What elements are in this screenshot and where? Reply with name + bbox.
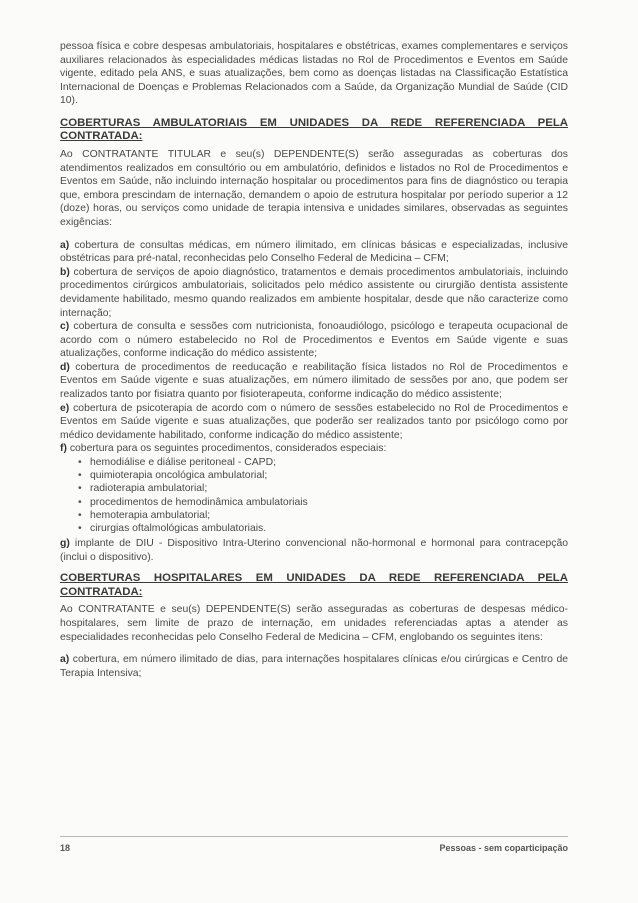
- list-item-hospital-a: [60, 653, 568, 680]
- special-procedures-list: [60, 456, 568, 535]
- list-item-e: [60, 402, 568, 443]
- item-label: b): [60, 266, 70, 278]
- bullet-item: • radioterapia ambulatorial;: [78, 482, 568, 495]
- item-label: e): [60, 402, 70, 414]
- list-item-d: [60, 361, 568, 402]
- item-text: cobertura de serviços de apoio diagnóstico, tratamentos e demais procedimentos ambulatoriais, incluindo procedimentos cirúrgicos ambulatoriais, solicitados pelo médico assistente ou cirurgião dentista assistente devidamente habilitado, mesmo quando realizados em ambiente hospitalar, desde que não caracterize como internação;: [60, 266, 568, 319]
- section-heading-hospitalar: COBERTURAS HOSPITALARES EM UNIDADES DA REDE REFERENCIADA PELA CONTRATADA:: [60, 572, 568, 598]
- item-text: cobertura para os seguintes procedimentos, considerados especiais:: [69, 443, 387, 455]
- item-text: cobertura de procedimentos de reeducação e reabilitação física listados no Rol de Procedimentos e Eventos em Saúde vigente e suas atualizações, em número ilimitado de sessões por ano, que podem ser realizados tanto por fisiatra quanto por fisioterapeuta, conforme indicação do médico assistente;: [60, 361, 568, 401]
- list-item-a: [60, 239, 568, 266]
- list-item-g: [60, 537, 568, 564]
- bullet-item: • quimioterapia oncológica ambulatorial;: [78, 469, 568, 482]
- item-text: cobertura de consultas médicas, em número ilimitado, em clínicas básicas e especializadas, inclusive obstétricas para pré-natal, reconhecidas pelo Conselho Federal de Medicina – CFM;: [60, 239, 568, 265]
- footer-label: Pessoas - sem coparticipação: [439, 843, 568, 853]
- item-text: cobertura de consulta e sessões com nutricionista, fonoaudiólogo, psicólogo e terapeuta ocupacional de acordo com o número estabelecido no Rol de Procedimentos e Eventos em Saúde vigente e suas atualizações, conforme indicação do médico assistente;: [60, 321, 569, 360]
- item-text: cobertura de psicoterapia de acordo com o número de sessões estabelecido no Rol de Procedimentos e Eventos em Saúde vigente e suas atualizações, que poderão ser realizados tanto por psicólogo como por médico devidamente habilitado, conforme indicação do médico assistente;: [60, 402, 568, 441]
- page-content: [60, 40, 568, 680]
- section-paragraph-ambulatorial: Ao CONTRATANTE TITULAR e seu(s) DEPENDENTE(S) serão asseguradas as coberturas dos atendimentos realizados em consultório ou em ambulatório, definidos e listados no Rol de Procedimentos e Eventos em Saúde, não incluindo internação hospitalar ou procedimentos para fins de diagnóstico ou terapia que, embora prescindam de internação, demandem o apoio de estrutura hospitalar por período superior a 12 (doze) horas, ou serviços como unidade de terapia intensiva e unidades similares, observadas as seguintes exigências:: [60, 148, 568, 228]
- list-item-b: [60, 266, 568, 320]
- item-text: cobertura, em número ilimitado de dias, para internações hospitalares clínicas e/ou cirúrgicas e Centro de Terapia Intensiva;: [60, 654, 568, 679]
- page-number: 18: [60, 843, 71, 853]
- item-label: a): [60, 654, 70, 666]
- item-label: g): [60, 538, 70, 550]
- bullet-item: • hemodiálise e diálise peritoneal - CAPD;: [78, 456, 568, 469]
- item-text: implante de DIU - Dispositivo Intra-Uterino convencional não-hormonal e hormonal para contracepção (inclui o dispositivo).: [60, 538, 568, 563]
- page-footer: [60, 836, 568, 853]
- item-label: d): [60, 361, 70, 373]
- item-label: f): [60, 443, 67, 455]
- list-item-f: [60, 442, 568, 456]
- item-label: a): [60, 239, 70, 251]
- bullet-item: • cirurgias oftalmológicas ambulatoriais.: [78, 522, 568, 535]
- list-item-c: [60, 320, 568, 361]
- section-heading-ambulatorial: COBERTURAS AMBULATORIAIS EM UNIDADES DA REDE REFERENCIADA PELA CONTRATADA:: [60, 116, 568, 143]
- item-label: c): [60, 321, 70, 333]
- bullet-item: • hemoterapia ambulatorial;: [78, 509, 568, 522]
- bullet-item: • procedimentos de hemodinâmica ambulatoriais: [78, 496, 568, 509]
- intro-paragraph: pessoa física e cobre despesas ambulatoriais, hospitalares e obstétricas, exames complementares e serviços auxiliares relacionados às especialidades médicas listadas no Rol de Procedimentos e Eventos em Saúde vigente, editado pela ANS, e suas atualizações, bem como as doenças listadas na Classificação Estatística Internacional de Doenças e Problemas Relacionados com a Saúde, da Organização Mundial de Saúde (CID 10).: [60, 41, 568, 107]
- section-paragraph-hospitalar: Ao CONTRATANTE e seu(s) DEPENDENTE(S) serão asseguradas as coberturas de despesas médico-hospitalares, sem limite de prazo de internação, em unidades referenciadas aptas a atender as especialidades reconhecidas pelo Conselho Federal de Medicina – CFM, englobando os seguintes itens:: [60, 604, 568, 643]
